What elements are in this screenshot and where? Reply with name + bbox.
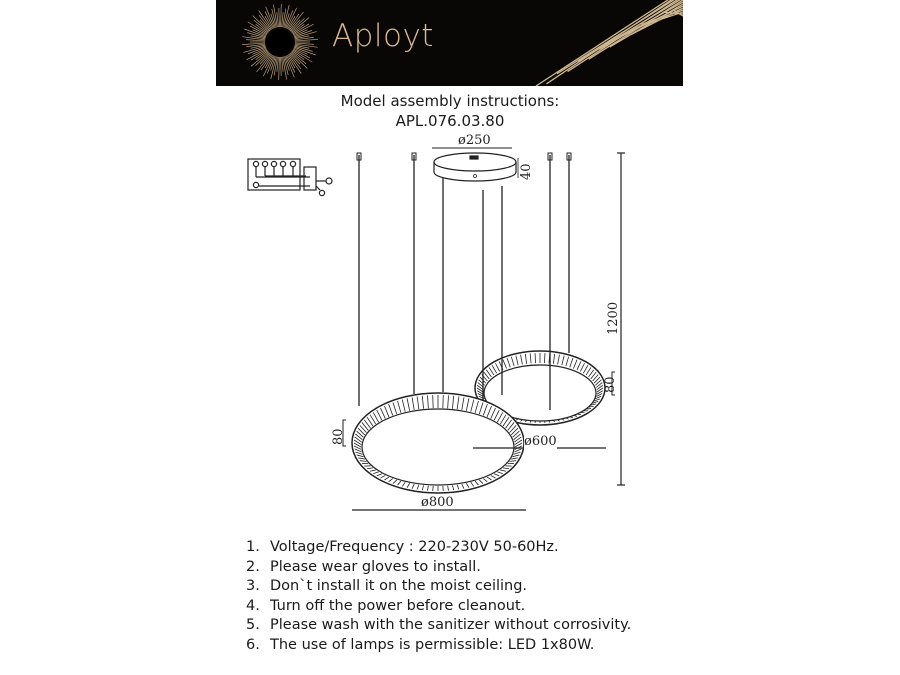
list-item: 5. Please wash with the sanitizer without corrosivity. [246,617,632,633]
small-ring-height-label: 80 [603,376,618,393]
canopy-diameter-label: ø250 [458,133,491,148]
model-number: APL.076.03.80 [395,112,505,130]
large-ring-height-label: 80 [331,428,346,445]
brand-name: Aployt [332,18,434,54]
list-item: 4. Turn off the power before cleanout. [246,597,526,614]
canopy-height-label: 40 [519,163,534,180]
list-item: 3. Don`t install it on the moist ceiling. [246,578,528,594]
terminal-block-wiring-icon [248,159,332,196]
small-ring-diameter-label: ø600 [524,434,557,449]
title-line: Model assembly instructions: [340,92,560,110]
large-ring [352,393,524,493]
list-item: 6. The use of lamps is permissible: LED 1x80W. [246,636,595,653]
instructions-list [246,538,631,655]
list-item: 1. Voltage/Frequency : 220-230V 50-60Hz. [246,539,559,555]
large-ring-diameter-label: ø800 [421,495,454,510]
list-item: 2. Please wear gloves to install. [246,558,481,575]
total-height-label: 1200 [606,301,621,335]
